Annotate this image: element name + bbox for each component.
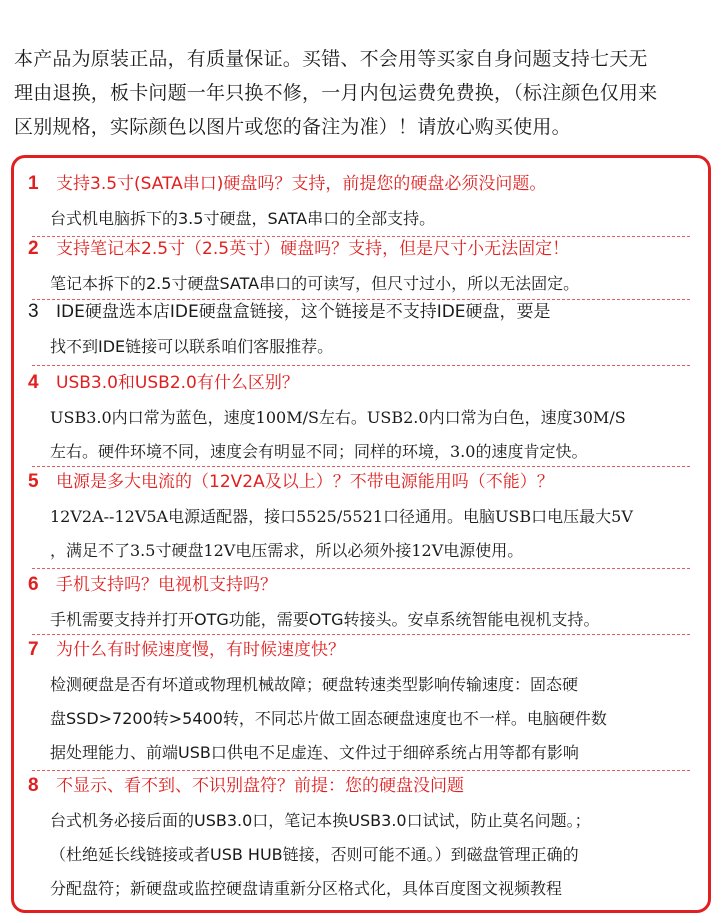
faq-number: 8 — [28, 775, 39, 796]
faq-question-row — [14, 294, 708, 330]
faq-answer-line: 分配盘符；新硬盘或监控硬盘请重新分区格式化，具体百度图文视频教程 — [50, 879, 563, 898]
faq-item-5 — [14, 464, 708, 568]
faq-answer-line: USB3.0内口常为蓝色，速度100M/S左右。USB2.0内口常为白色，速度30M/S — [50, 408, 626, 427]
faq-number: 7 — [28, 639, 39, 660]
faq-item-7 — [14, 632, 708, 770]
faq-item-8 — [14, 768, 708, 906]
faq-question-row — [14, 231, 708, 267]
faq-answer-line: （杜绝延长线链接或者USB HUB链接，否则可能不通。）到磁盘管理正确的 — [50, 845, 579, 864]
faq-answer-line: 据处理能力、前端USB口供电不足虚连、文件过于细碎系统占用等都有影响 — [50, 743, 579, 762]
faq-question: IDE硬盘选本店IDE硬盘盒链接，这个链接是不支持IDE硬盘，要是 — [56, 302, 551, 322]
faq-question-row — [14, 567, 708, 603]
intro-paragraph — [14, 42, 714, 144]
faq-question-row — [14, 768, 708, 804]
faq-question: 支持笔记本2.5寸（2.5英寸）硬盘吗？支持，但是尺寸小无法固定！ — [56, 239, 570, 259]
faq-answer-line: 找不到IDE链接可以联系咱们客服推荐。 — [50, 337, 334, 356]
faq-answer-line: 盘SSD>7200转>5400转，不同芯片做工固态硬盘速度也不一样。电脑硬件数 — [50, 709, 607, 728]
faq-question-row — [14, 632, 708, 668]
intro-line: 本产品为原装正品，有质量保证。买错、不会用等买家自身问题支持七天无 — [14, 48, 648, 70]
faq-item-3 — [14, 294, 708, 364]
faq-answer-line: ，满足不了3.5寸硬盘12V电压需求，所以必须外接12V电源使用。 — [50, 541, 524, 560]
intro-line: 区别规格，实际颜色以图片或您的备注为准）！请放心购买使用。 — [14, 116, 571, 138]
faq-number: 6 — [28, 574, 39, 595]
faq-number: 3 — [28, 301, 39, 322]
faq-question: 支持3.5寸(SATA串口)硬盘吗？支持，前提您的硬盘必须没问题。 — [56, 174, 547, 194]
faq-question-row — [14, 464, 708, 500]
faq-question: 为什么有时候速度慢，有时候速度快？ — [56, 640, 345, 660]
faq-question-row — [14, 365, 708, 401]
faq-number: 2 — [28, 238, 39, 259]
faq-answer-line: 检测硬盘是否有坏道或物理机械故障；硬盘转速类型影响传输速度：固态硬 — [50, 675, 579, 694]
faq-item-6 — [14, 567, 708, 637]
faq-answer-line: 12V2A--12V5A电源适配器，接口5525/5521口径通用。电脑USB口电压最大5V — [50, 507, 633, 526]
intro-line: 理由退换，板卡问题一年只换不修，一月内包运费免费换，（标注颜色仅用来 — [14, 82, 658, 104]
faq-answer-line: 台式机务必接后面的USB3.0口，笔记本换USB3.0口试试，防止莫名问题。； — [50, 811, 591, 830]
faq-question-row — [14, 166, 708, 202]
faq-answer-line: 笔记本拆下的2.5寸硬盘SATA串口的可读写，但尺寸过小，所以无法固定。 — [50, 274, 580, 293]
faq-question: 电源是多大电流的（12V2A及以上）？不带电源能用吗（不能）？ — [56, 472, 554, 492]
faq-item-1 — [14, 166, 708, 236]
faq-question: 手机支持吗？电视机支持吗？ — [56, 575, 277, 595]
faq-answer-line: 左右。硬件环境不同，速度会有明显不同；同样的环境，3.0的速度肯定快。 — [50, 442, 588, 461]
faq-answer-line: 手机需要支持并打开OTG功能，需要OTG转接头。安卓系统智能电视机支持。 — [50, 610, 600, 629]
faq-item-2 — [14, 231, 708, 301]
faq-question: 不显示、看不到、不识别盘符？前提：您的硬盘没问题 — [56, 776, 464, 796]
faq-number: 1 — [28, 173, 39, 194]
faq-item-4 — [14, 365, 708, 469]
faq-number: 5 — [28, 471, 39, 492]
faq-question: USB3.0和USB2.0有什么区别？ — [56, 373, 299, 393]
faq-box — [11, 155, 711, 913]
faq-answer-line: 台式机电脑拆下的3.5寸硬盘，SATA串口的全部支持。 — [50, 209, 436, 228]
faq-number: 4 — [28, 372, 39, 393]
